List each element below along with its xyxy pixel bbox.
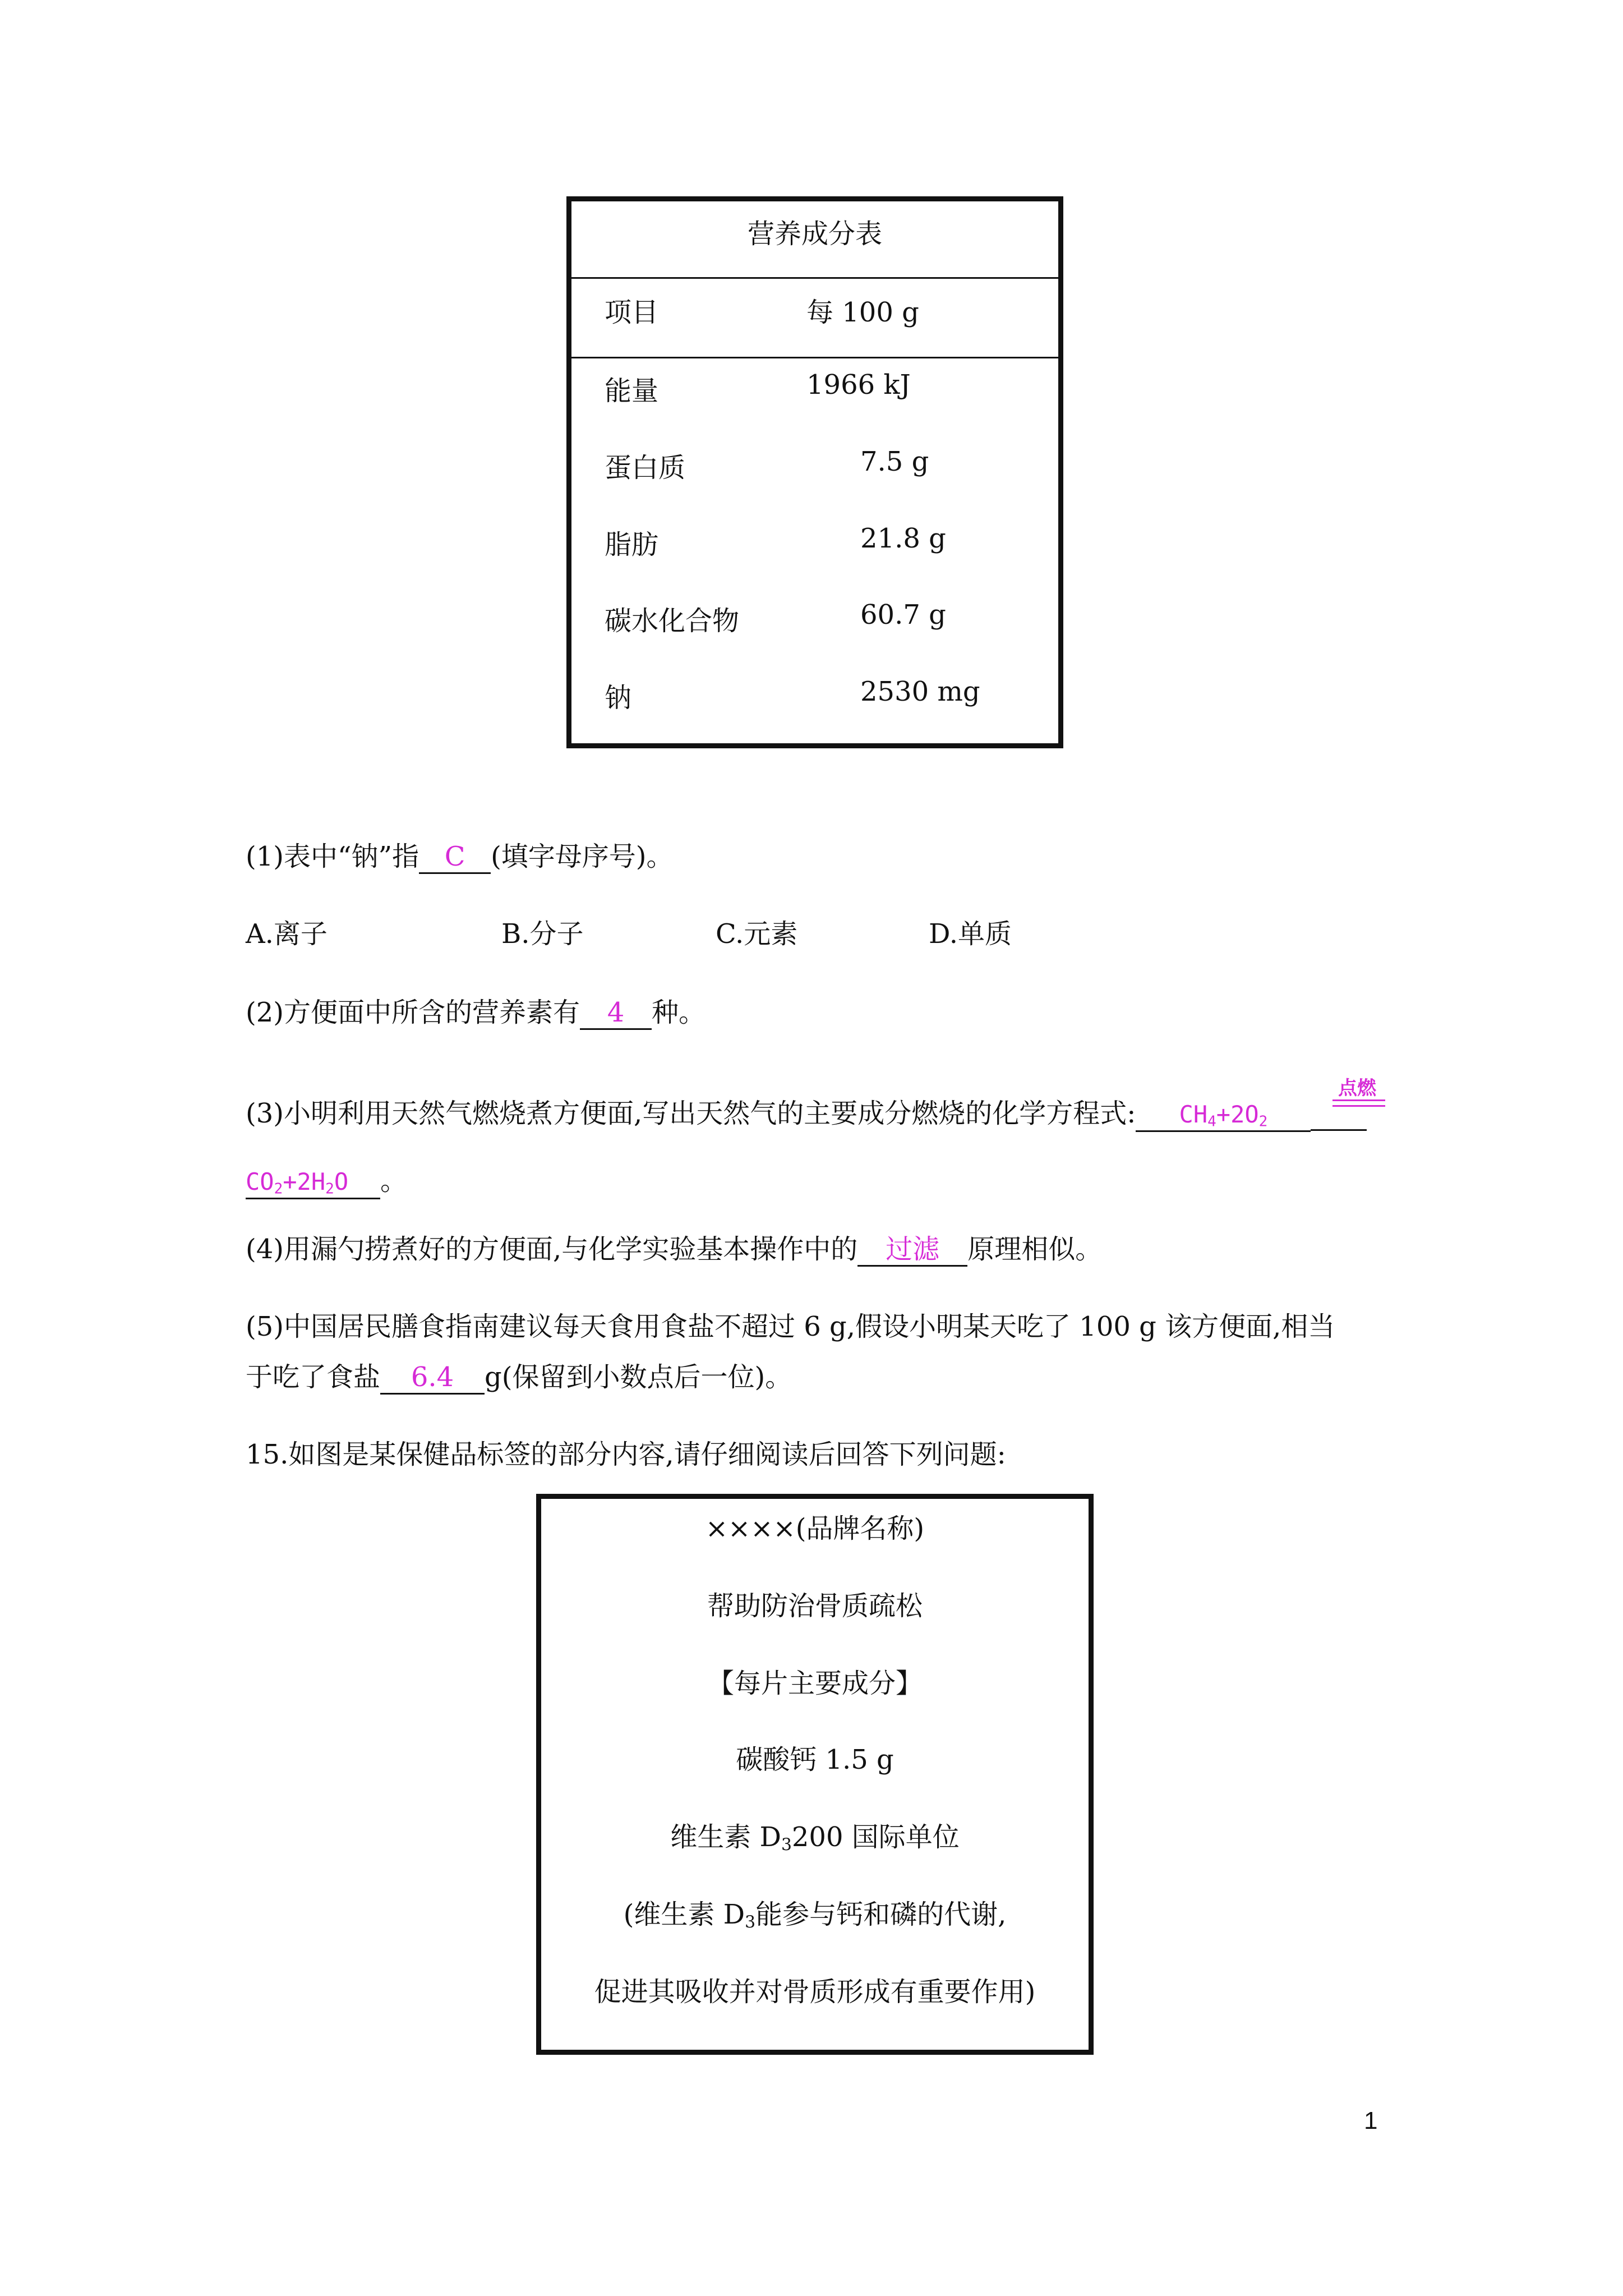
table-row-value: 1966 kJ: [806, 369, 911, 401]
table-divider: [571, 277, 1058, 279]
q3-equation-rhs: $CO_2+2H_2O$: [246, 1168, 380, 1199]
q3-blank-tail: [1311, 1098, 1367, 1131]
question-5-line1: (5)中国居民膳食指南建议每天食用食盐不超过 6 g,假设小明某天吃了 100 g 该方便面,相当: [246, 1311, 1335, 1342]
q2-prefix: (2)方便面中所含的营养素有: [246, 997, 580, 1028]
label-brand: ××××(品牌名称): [705, 1513, 925, 1544]
table-header-item: 项目: [605, 297, 659, 328]
page-number: 1: [1364, 2107, 1378, 2134]
table-row-name: 能量: [605, 375, 659, 407]
table-row-value: 60.7 g: [860, 599, 946, 631]
table-row-name: 蛋白质: [605, 452, 686, 484]
question-4: [246, 1227, 1102, 1267]
label-vitamin: 维生素 $D_3200$ 国际单位: [670, 1821, 960, 1855]
question-3: [246, 1092, 1367, 1132]
table-title: 营养成分表: [747, 218, 882, 250]
q5-suffix: g(保留到小数点后一位)。: [485, 1361, 792, 1393]
question-1: [246, 835, 674, 874]
q3-equals-bar-1: [1332, 1099, 1385, 1101]
q5-prefix: 于吃了食盐: [246, 1361, 381, 1393]
label-heading: 【每片主要成分】: [707, 1668, 923, 1699]
table-row-name: 碳水化合物: [605, 605, 740, 637]
table-row-value: 7.5 g: [860, 446, 929, 477]
table-row-name: 钠: [605, 682, 632, 714]
q5-answer-blank: 6.4: [380, 1362, 485, 1395]
table-row-name: 脂肪: [605, 529, 659, 560]
q1-option-a: A.离子: [246, 918, 328, 950]
q3-equals-bar-2: [1332, 1105, 1385, 1107]
label-calcium: 碳酸钙 1.5 g: [736, 1744, 894, 1775]
q1-suffix: (填字母序号)。: [491, 841, 674, 872]
q1-option-c: C.元素: [716, 918, 798, 950]
q1-option-b: B.分子: [501, 918, 584, 950]
table-row-value: 2530 mg: [860, 676, 980, 707]
q1-prefix: (1)表中“钠”指: [246, 841, 419, 872]
q2-answer-blank: 4: [580, 997, 652, 1030]
question-5-line2: [246, 1355, 792, 1395]
question-3-line2: [246, 1159, 407, 1199]
question-2: [246, 991, 706, 1030]
question-15: 15.如图是某保健品标签的部分内容,请仔细阅读后回答下列问题:: [246, 1439, 1006, 1470]
q4-answer-blank: 过滤: [857, 1234, 967, 1267]
table-divider: [571, 357, 1058, 358]
q3-prefix: (3)小明利用天然气燃烧煮方便面,写出天然气的主要成分燃烧的化学方程式:: [246, 1098, 1136, 1129]
q3-condition-dianran: 点燃: [1338, 1077, 1376, 1099]
q4-prefix: (4)用漏勺捞煮好的方便面,与化学实验基本操作中的: [246, 1234, 858, 1265]
label-slogan: 帮助防治骨质疏松: [707, 1590, 923, 1622]
q2-suffix: 种。: [652, 997, 706, 1028]
label-note-line2: 促进其吸收并对骨质形成有重要作用): [594, 1976, 1036, 2008]
label-note-line1: (维生素 $D_3$能参与钙和磷的代谢,: [623, 1899, 1007, 1932]
table-row-value: 21.8 g: [860, 523, 946, 554]
table-header-per: 每 100 g: [806, 297, 919, 328]
q4-suffix: 原理相似。: [967, 1234, 1103, 1265]
q1-option-d: D.单质: [929, 918, 1012, 950]
q3-equation-lhs: $CH_4+2O_2$: [1136, 1101, 1311, 1132]
q1-answer-blank: C: [419, 841, 491, 874]
q3-suffix: 。: [380, 1165, 408, 1197]
